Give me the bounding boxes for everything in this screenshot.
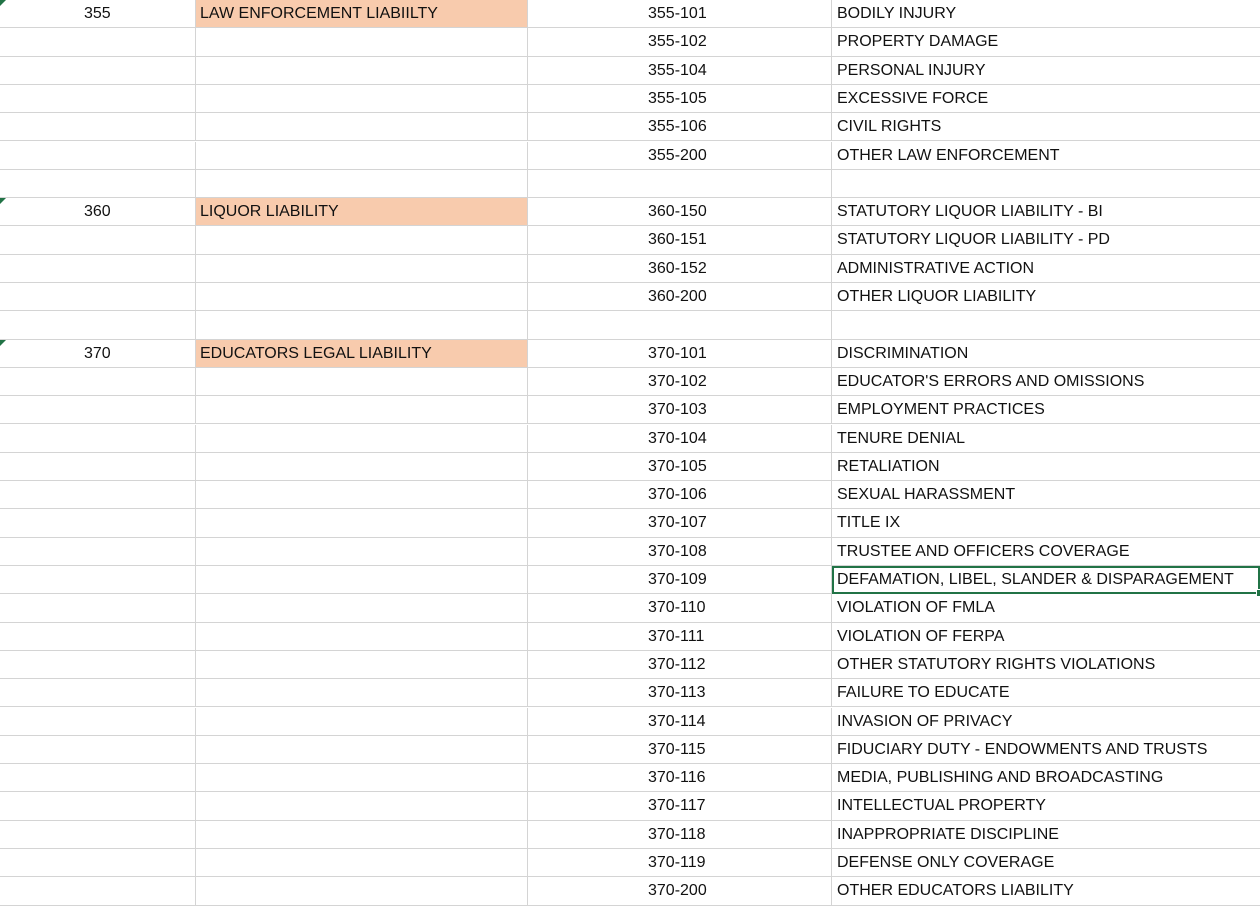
item-code-cell[interactable]: 370-119 <box>528 849 832 877</box>
cell-a[interactable] <box>0 226 196 254</box>
item-code-cell[interactable]: 370-117 <box>528 792 832 820</box>
item-description-cell[interactable]: INVASION OF PRIVACY <box>832 708 1260 736</box>
table-row <box>0 340 1260 368</box>
item-code-cell[interactable]: 355-200 <box>528 142 832 170</box>
cell-a[interactable] <box>0 594 196 622</box>
item-code-cell[interactable]: 355-101 <box>528 0 832 28</box>
item-description-cell[interactable]: INAPPROPRIATE DISCIPLINE <box>832 821 1260 849</box>
item-code-cell[interactable]: 370-113 <box>528 679 832 707</box>
cell-a[interactable] <box>0 113 196 141</box>
cell-b[interactable] <box>196 311 528 339</box>
table-row <box>0 708 1260 736</box>
cell-b[interactable] <box>196 113 528 141</box>
item-code-cell[interactable]: 370-101 <box>528 340 832 368</box>
cell-c[interactable] <box>528 311 832 339</box>
cell-a[interactable] <box>0 792 196 820</box>
cell-b[interactable] <box>196 142 528 170</box>
selected-cell[interactable]: DEFAMATION, LIBEL, SLANDER & DISPARAGEMENT <box>832 566 1260 594</box>
cell-a[interactable] <box>0 481 196 509</box>
item-code-cell[interactable]: 370-109 <box>528 566 832 594</box>
cell-b[interactable] <box>196 792 528 820</box>
cell-b[interactable] <box>196 651 528 679</box>
table-row <box>0 283 1260 311</box>
cell-a[interactable] <box>0 708 196 736</box>
item-code-cell[interactable]: 370-107 <box>528 509 832 537</box>
item-code-cell[interactable]: 370-108 <box>528 538 832 566</box>
cell-b[interactable] <box>196 28 528 56</box>
item-description-cell[interactable]: FAILURE TO EDUCATE <box>832 679 1260 707</box>
item-description-cell[interactable]: PERSONAL INJURY <box>832 57 1260 85</box>
error-indicator-icon[interactable] <box>0 0 6 6</box>
item-code-cell[interactable]: 360-152 <box>528 255 832 283</box>
group-code-cell[interactable]: 355 <box>0 0 196 28</box>
table-row <box>0 453 1260 481</box>
cell-b[interactable] <box>196 170 528 198</box>
cell-a[interactable] <box>0 623 196 651</box>
cell-a[interactable] <box>0 283 196 311</box>
item-code-cell[interactable]: 360-200 <box>528 283 832 311</box>
table-row <box>0 198 1260 226</box>
table-row <box>0 877 1260 905</box>
item-description-cell[interactable]: CIVIL RIGHTS <box>832 113 1260 141</box>
item-description-cell[interactable]: TENURE DENIAL <box>832 425 1260 453</box>
cell-a[interactable] <box>0 396 196 424</box>
item-description-cell[interactable]: RETALIATION <box>832 453 1260 481</box>
item-code-cell[interactable]: 370-118 <box>528 821 832 849</box>
fill-handle[interactable] <box>1256 589 1260 597</box>
item-description-cell[interactable]: EMPLOYMENT PRACTICES <box>832 396 1260 424</box>
cell-b[interactable] <box>196 594 528 622</box>
item-code-cell[interactable]: 355-105 <box>528 85 832 113</box>
table-row <box>0 142 1260 170</box>
item-code-cell[interactable]: 370-114 <box>528 708 832 736</box>
table-row <box>0 425 1260 453</box>
cell-b[interactable] <box>196 255 528 283</box>
table-row <box>0 651 1260 679</box>
item-description-cell[interactable]: STATUTORY LIQUOR LIABILITY - BI <box>832 198 1260 226</box>
cell-a[interactable] <box>0 566 196 594</box>
item-description-cell[interactable]: VIOLATION OF FMLA <box>832 594 1260 622</box>
item-description-cell[interactable]: VIOLATION OF FERPA <box>832 623 1260 651</box>
item-description-cell[interactable]: SEXUAL HARASSMENT <box>832 481 1260 509</box>
table-row <box>0 623 1260 651</box>
item-code-cell[interactable]: 355-104 <box>528 57 832 85</box>
cell-b[interactable] <box>196 396 528 424</box>
table-row <box>0 113 1260 141</box>
table-row <box>0 764 1260 792</box>
cell-a[interactable] <box>0 538 196 566</box>
table-row <box>0 849 1260 877</box>
item-code-cell[interactable]: 370-116 <box>528 764 832 792</box>
item-code-cell[interactable]: 370-104 <box>528 425 832 453</box>
table-row <box>0 396 1260 424</box>
cell-a[interactable] <box>0 821 196 849</box>
group-name-cell[interactable]: LAW ENFORCEMENT LIABIILTY <box>196 0 528 28</box>
cell-b[interactable] <box>196 85 528 113</box>
table-row <box>0 679 1260 707</box>
item-description-cell[interactable]: ADMINISTRATIVE ACTION <box>832 255 1260 283</box>
cell-c[interactable] <box>528 170 832 198</box>
item-code-cell[interactable]: 370-200 <box>528 877 832 905</box>
group-name-cell[interactable]: LIQUOR LIABILITY <box>196 198 528 226</box>
cell-a[interactable] <box>0 453 196 481</box>
table-row <box>0 28 1260 56</box>
cell-b[interactable] <box>196 368 528 396</box>
cell-a[interactable] <box>0 679 196 707</box>
table-row <box>0 792 1260 820</box>
item-description-cell[interactable]: MEDIA, PUBLISHING AND BROADCASTING <box>832 764 1260 792</box>
error-indicator-icon[interactable] <box>0 198 6 204</box>
cell-b[interactable] <box>196 849 528 877</box>
cell-b[interactable] <box>196 679 528 707</box>
item-description-cell[interactable]: BODILY INJURY <box>832 0 1260 28</box>
table-row <box>0 481 1260 509</box>
item-description-cell[interactable]: EDUCATOR'S ERRORS AND OMISSIONS <box>832 368 1260 396</box>
item-description-cell[interactable]: OTHER LIQUOR LIABILITY <box>832 283 1260 311</box>
item-description-cell[interactable]: TITLE IX <box>832 509 1260 537</box>
table-row <box>0 255 1260 283</box>
cell-a[interactable] <box>0 877 196 905</box>
item-description-cell[interactable]: OTHER LAW ENFORCEMENT <box>832 142 1260 170</box>
cell-b[interactable] <box>196 764 528 792</box>
cell-a[interactable] <box>0 764 196 792</box>
cell-a[interactable] <box>0 255 196 283</box>
cell-a[interactable] <box>0 849 196 877</box>
table-row <box>0 821 1260 849</box>
cell-a[interactable] <box>0 509 196 537</box>
item-description-cell[interactable]: OTHER STATUTORY RIGHTS VIOLATIONS <box>832 651 1260 679</box>
item-code-cell[interactable]: 355-106 <box>528 113 832 141</box>
blank-row <box>0 311 1260 339</box>
blank-row <box>0 170 1260 198</box>
table-row <box>0 736 1260 764</box>
cell-b[interactable] <box>196 566 528 594</box>
item-description-cell[interactable]: TRUSTEE AND OFFICERS COVERAGE <box>832 538 1260 566</box>
cell-a[interactable] <box>0 368 196 396</box>
item-code-cell[interactable]: 370-105 <box>528 453 832 481</box>
cell-d[interactable] <box>832 170 1260 198</box>
table-row <box>0 85 1260 113</box>
item-description-cell[interactable]: DISCRIMINATION <box>832 340 1260 368</box>
table-row <box>0 0 1260 28</box>
item-description-cell[interactable]: INTELLECTUAL PROPERTY <box>832 792 1260 820</box>
item-code-cell[interactable]: 370-112 <box>528 651 832 679</box>
cell-a[interactable] <box>0 311 196 339</box>
item-code-cell[interactable]: 360-150 <box>528 198 832 226</box>
cell-a[interactable] <box>0 28 196 56</box>
cell-a[interactable] <box>0 425 196 453</box>
item-code-cell[interactable]: 370-110 <box>528 594 832 622</box>
cell-b[interactable] <box>196 226 528 254</box>
cell-b[interactable] <box>196 481 528 509</box>
table-row <box>0 226 1260 254</box>
group-code-cell[interactable]: 360 <box>0 198 196 226</box>
group-name-cell[interactable]: EDUCATORS LEGAL LIABILITY <box>196 340 528 368</box>
cell-b[interactable] <box>196 623 528 651</box>
cell-b[interactable] <box>196 509 528 537</box>
cell-a[interactable] <box>0 170 196 198</box>
table-row <box>0 538 1260 566</box>
item-description-cell[interactable]: STATUTORY LIQUOR LIABILITY - PD <box>832 226 1260 254</box>
table-row <box>0 57 1260 85</box>
cell-d[interactable] <box>832 311 1260 339</box>
cell-b[interactable] <box>196 453 528 481</box>
cell-a[interactable] <box>0 651 196 679</box>
cell-a[interactable] <box>0 57 196 85</box>
item-description-cell[interactable]: FIDUCIARY DUTY - ENDOWMENTS AND TRUSTS <box>832 736 1260 764</box>
cell-b[interactable] <box>196 708 528 736</box>
item-code-cell[interactable]: 360-151 <box>528 226 832 254</box>
error-indicator-icon[interactable] <box>0 340 6 346</box>
item-description-cell[interactable]: PROPERTY DAMAGE <box>832 28 1260 56</box>
cell-b[interactable] <box>196 821 528 849</box>
cell-b[interactable] <box>196 283 528 311</box>
item-code-cell[interactable]: 370-102 <box>528 368 832 396</box>
item-code-cell[interactable]: 370-106 <box>528 481 832 509</box>
cell-a[interactable] <box>0 85 196 113</box>
cell-a[interactable] <box>0 736 196 764</box>
table-row <box>0 566 1260 594</box>
item-code-cell[interactable]: 370-115 <box>528 736 832 764</box>
cell-b[interactable] <box>196 57 528 85</box>
cell-b[interactable] <box>196 877 528 905</box>
item-code-cell[interactable]: 355-102 <box>528 28 832 56</box>
cell-b[interactable] <box>196 538 528 566</box>
item-code-cell[interactable]: 370-111 <box>528 623 832 651</box>
item-description-cell[interactable]: DEFENSE ONLY COVERAGE <box>832 849 1260 877</box>
item-code-cell[interactable]: 370-103 <box>528 396 832 424</box>
item-description-cell[interactable]: EXCESSIVE FORCE <box>832 85 1260 113</box>
cell-b[interactable] <box>196 425 528 453</box>
item-description-cell[interactable]: OTHER EDUCATORS LIABILITY <box>832 877 1260 905</box>
table-row <box>0 594 1260 622</box>
group-code-cell[interactable]: 370 <box>0 340 196 368</box>
cell-b[interactable] <box>196 736 528 764</box>
table-row <box>0 509 1260 537</box>
table-row <box>0 368 1260 396</box>
cell-a[interactable] <box>0 142 196 170</box>
